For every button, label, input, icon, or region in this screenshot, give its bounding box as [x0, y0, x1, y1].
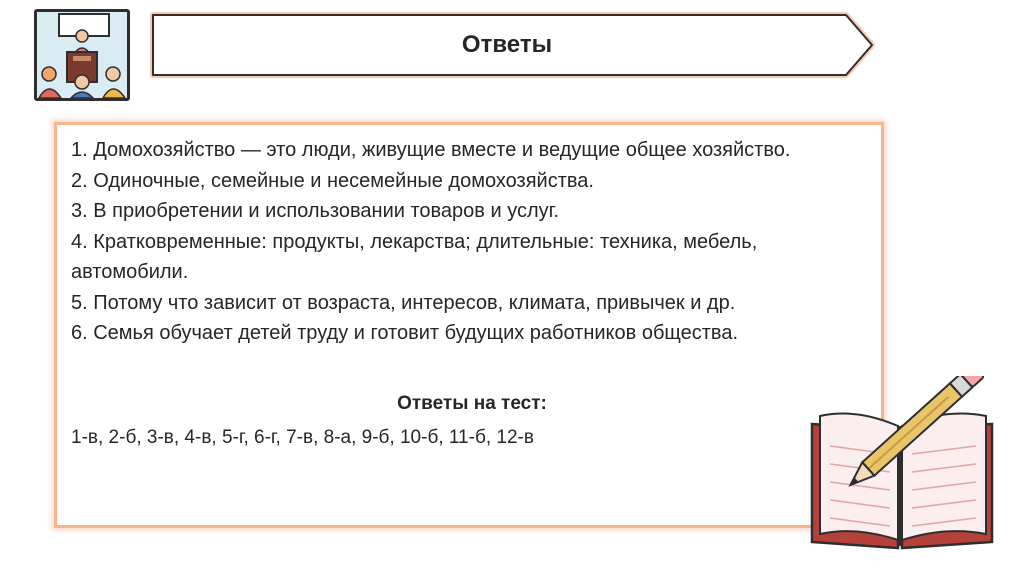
lecture-audience-icon: [34, 9, 130, 101]
page-title: Ответы: [461, 31, 553, 58]
title-banner: [150, 12, 876, 78]
answers-panel: [54, 122, 884, 528]
answer-item-1: 1. Домохозяйство — это люди, живущие вместе и ведущие общее хозяйство.: [71, 139, 791, 161]
answer-item-3: 3. В приобретении и использовании товаров и услуг.: [71, 200, 560, 222]
answers-list: [71, 135, 871, 349]
answer-item-2: 2. Одиночные, семейные и несемейные домохозяйства.: [71, 169, 594, 192]
answer-item-5: 5. Потому что зависит от возраста, интересов, климата, привычек и др.: [71, 291, 736, 314]
test-answers: 1-в, 2-б, 3-в, 4-в, 5-г, 6-г, 7-в, 8-а, 9-б, 10-б, 11-б, 12-в: [71, 427, 534, 448]
answer-item-4: 4. Кратковременные: продукты, лекарства; длительные: техника, мебель, автомобили.: [71, 230, 758, 283]
open-book-pencil-icon: [806, 376, 1000, 556]
test-heading: Ответы на тест:: [397, 393, 547, 414]
answer-item-6: 6. Семья обучает детей труду и готовит будущих работников общества.: [71, 322, 739, 344]
